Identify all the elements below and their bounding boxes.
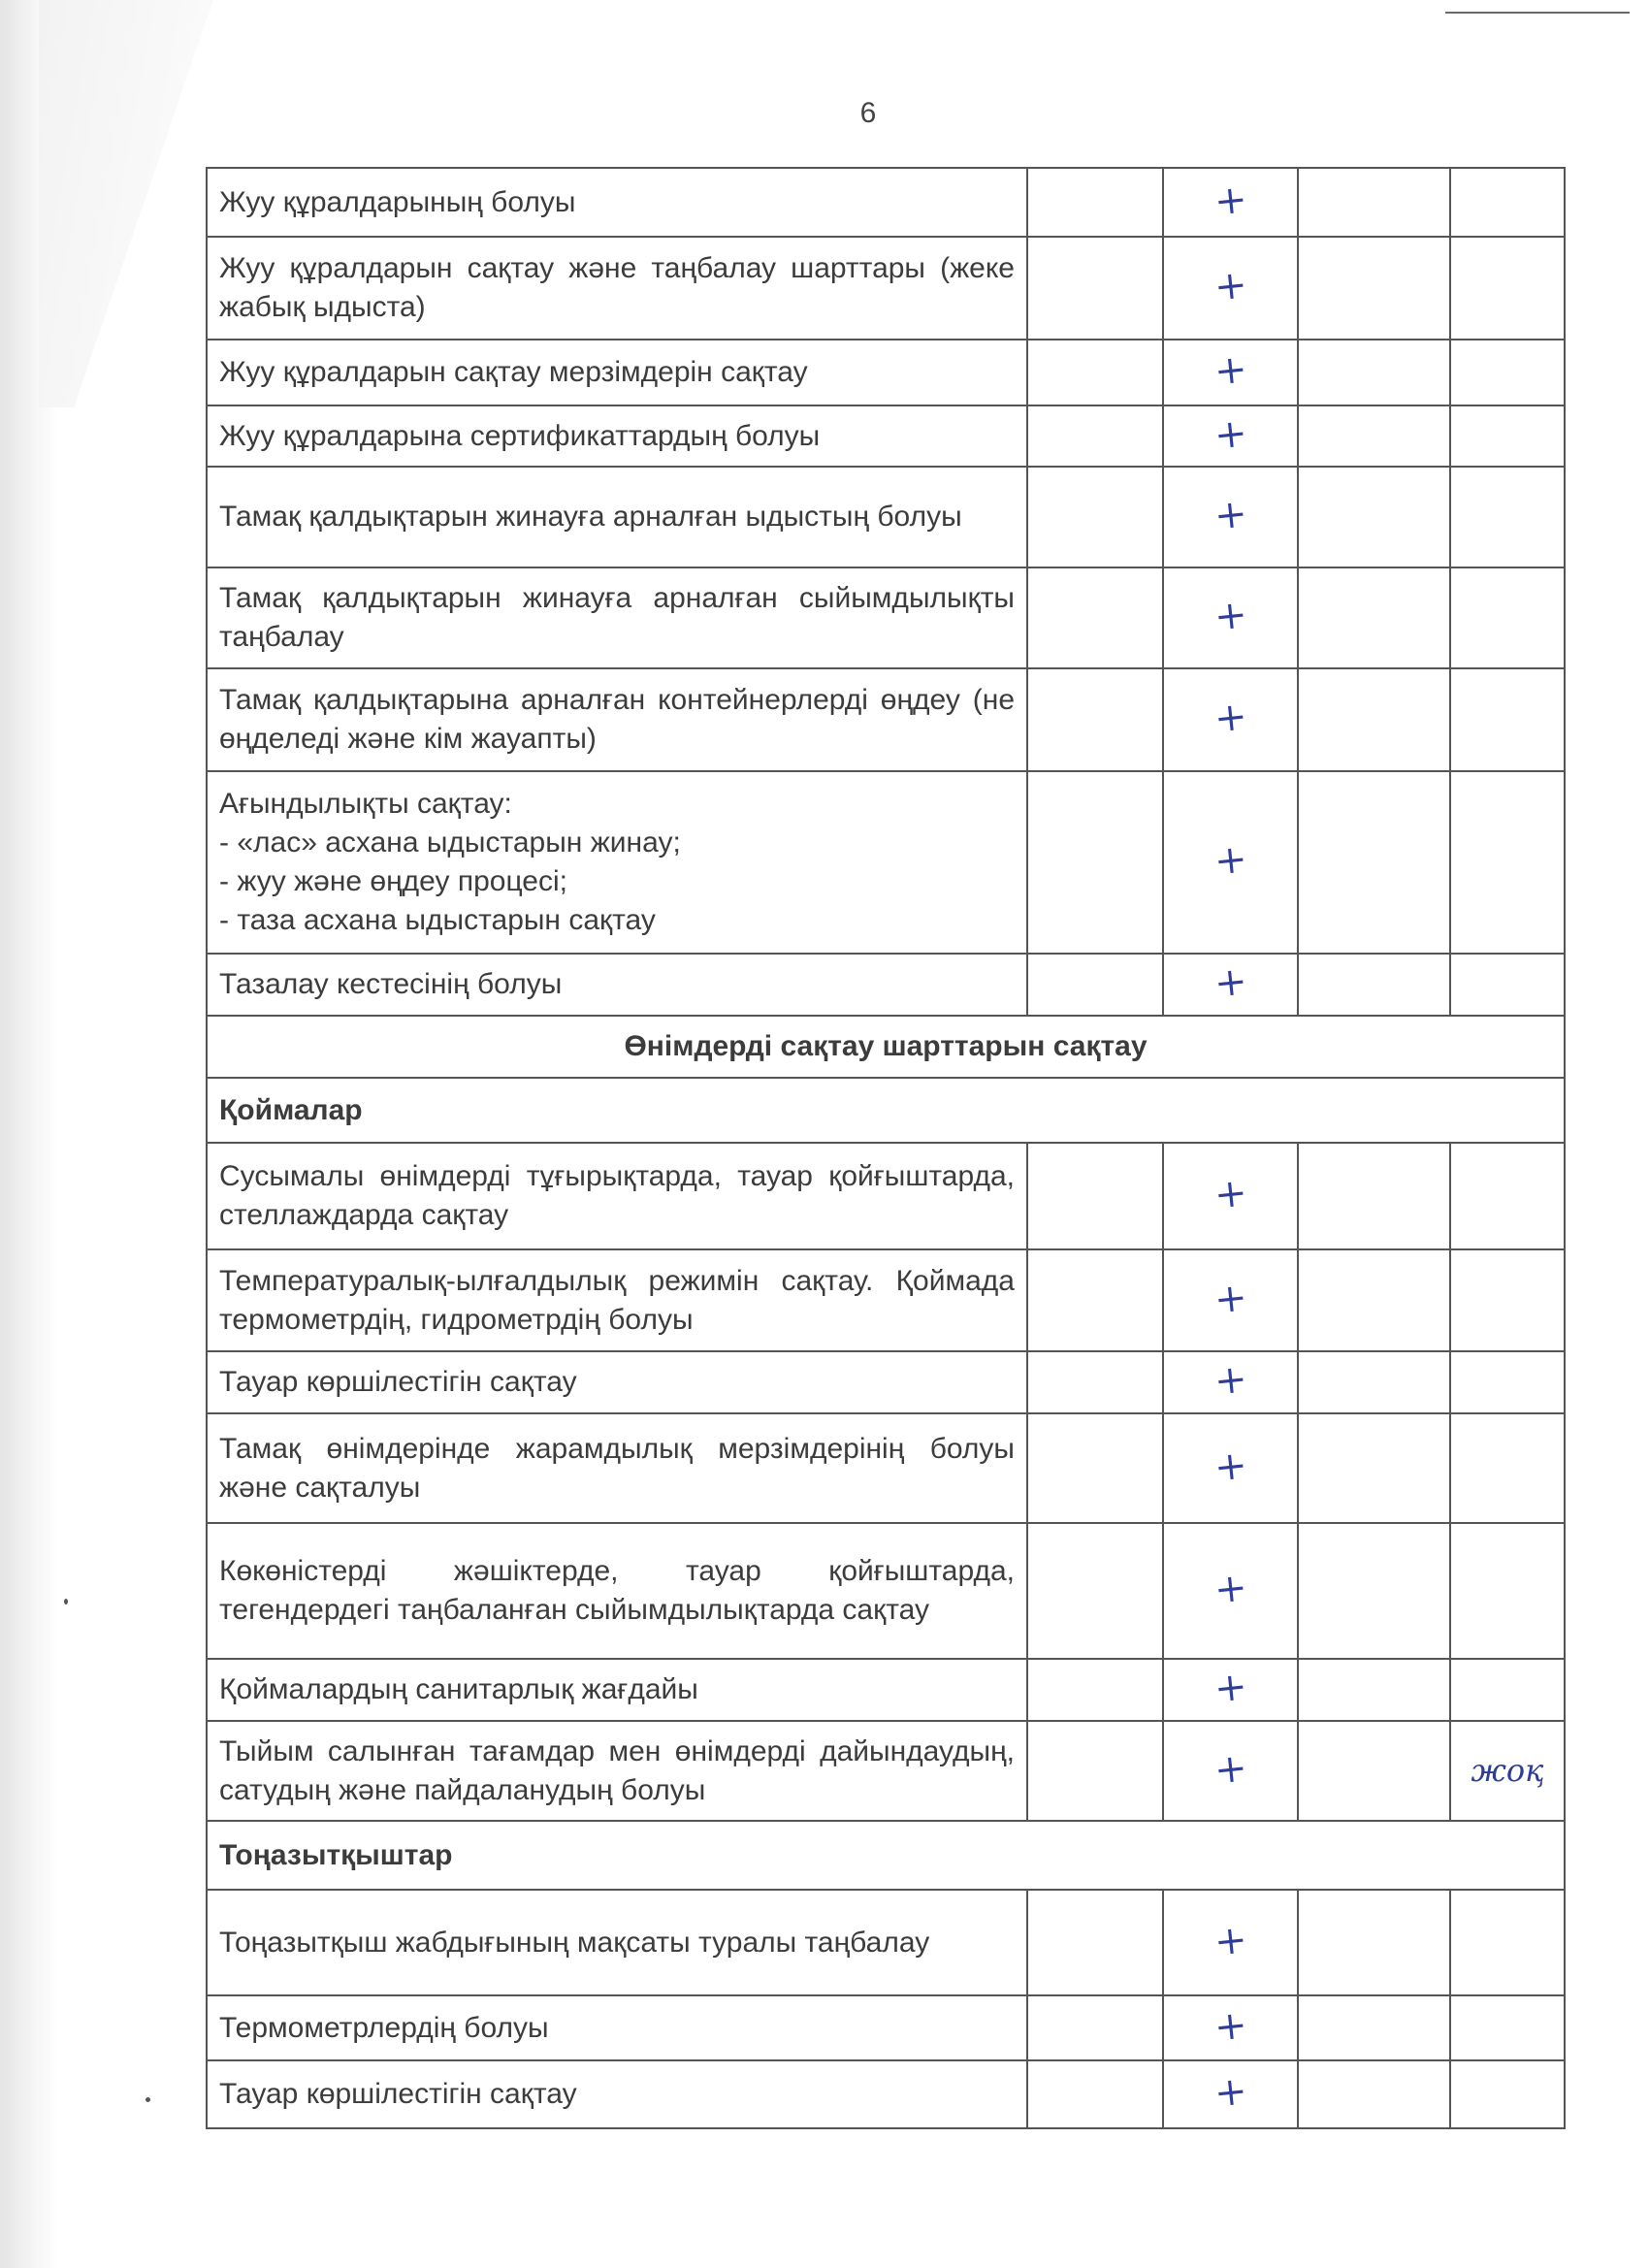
empty-cell — [1298, 1143, 1450, 1249]
requirement-text: Тамақ қалдықтарына арналған контейнерлерді өңдеу (не өңделеді және кім жауапты) — [207, 668, 1027, 771]
subsection-row — [207, 1078, 1565, 1143]
table-row — [207, 2060, 1565, 2128]
empty-cell — [1298, 954, 1450, 1016]
empty-cell — [1027, 1721, 1163, 1821]
table-row — [207, 340, 1565, 405]
empty-cell — [1298, 1523, 1450, 1659]
mark-cell — [1163, 340, 1298, 405]
handwritten-plus-mark: + — [1212, 1170, 1249, 1218]
note-cell — [1450, 1659, 1565, 1721]
requirement-line: - «лас» асхана ыдыстарын жинау; — [219, 826, 681, 859]
table-row — [207, 668, 1565, 771]
requirement-text: Көкөністерді жәшіктерде, тауар қойғыштарда, тегендердегі таңбаланған сыйымдылықтарда сақтау — [207, 1523, 1027, 1659]
empty-cell — [1298, 467, 1450, 567]
scan-edge-line — [1445, 12, 1630, 14]
mark-cell — [1163, 1413, 1298, 1523]
requirement-text: Тауар көршілестігін сақтау — [207, 1351, 1027, 1413]
handwritten-plus-mark: + — [1212, 1916, 1249, 1965]
empty-cell — [1027, 1523, 1163, 1659]
empty-cell — [1298, 771, 1450, 954]
empty-cell — [1298, 405, 1450, 467]
mark-cell — [1163, 1143, 1298, 1249]
page-number: 6 — [859, 97, 877, 129]
mark-cell — [1163, 771, 1298, 954]
note-cell — [1450, 1143, 1565, 1249]
note-cell — [1450, 1721, 1565, 1821]
handwritten-plus-mark: + — [1212, 1356, 1249, 1405]
table-row — [207, 954, 1565, 1016]
empty-cell — [1027, 954, 1163, 1016]
table-row — [207, 1143, 1565, 1249]
note-cell — [1450, 954, 1565, 1016]
empty-cell — [1298, 1721, 1450, 1821]
empty-cell — [1298, 1890, 1450, 1995]
handwritten-plus-mark: + — [1212, 1664, 1249, 1712]
empty-cell — [1027, 1351, 1163, 1413]
table-row — [207, 1890, 1565, 1995]
table-row — [207, 1995, 1565, 2060]
mark-cell — [1163, 1721, 1298, 1821]
handwritten-plus-mark: + — [1212, 409, 1249, 459]
requirement-line: Ағындылықты сақтау: — [219, 788, 512, 820]
requirement-text: Сусымалы өнімдерді тұғырықтарда, тауар қойғыштарда, стеллаждарда сақтау — [207, 1143, 1027, 1249]
empty-cell — [1027, 1143, 1163, 1249]
empty-cell — [1027, 1659, 1163, 1721]
empty-cell — [1027, 771, 1163, 954]
note-cell — [1450, 2060, 1565, 2128]
mark-cell — [1163, 405, 1298, 467]
mark-cell — [1163, 1659, 1298, 1721]
mark-cell — [1163, 237, 1298, 340]
requirement-text: Тамақ қалдықтарын жинауға арналған сыйымдылықты таңбалау — [207, 567, 1027, 668]
subsection-title: Қоймалар — [207, 1078, 1565, 1143]
empty-cell — [1027, 168, 1163, 237]
handwritten-plus-mark: + — [1212, 2068, 1249, 2117]
table-row — [207, 1351, 1565, 1413]
mark-cell — [1163, 1995, 1298, 2060]
note-cell — [1450, 1249, 1565, 1351]
handwritten-plus-mark: + — [1212, 262, 1249, 310]
section-title: Өнімдерді сақтау шарттарын сақтау — [207, 1016, 1565, 1078]
empty-cell — [1027, 405, 1163, 467]
table-row — [207, 771, 1565, 954]
empty-cell — [1027, 1249, 1163, 1351]
handwritten-plus-mark: + — [1212, 694, 1249, 742]
note-cell — [1450, 771, 1565, 954]
empty-cell — [1298, 2060, 1450, 2128]
handwritten-plus-mark: + — [1212, 346, 1249, 395]
note-cell — [1450, 1523, 1565, 1659]
requirement-text: Жуу құралдарын сақтау және таңбалау шарттары (жеке жабық ыдыста) — [207, 237, 1027, 340]
note-cell — [1450, 668, 1565, 771]
table-row — [207, 467, 1565, 567]
mark-cell — [1163, 168, 1298, 237]
requirement-text: Жуу құралдарына сертификаттардың болуы — [207, 405, 1027, 467]
mark-cell — [1163, 954, 1298, 1016]
checklist-table — [206, 167, 1566, 2129]
requirement-text: Тазалау кестесінің болуы — [207, 954, 1027, 1016]
table-row — [207, 567, 1565, 668]
requirement-text: Тамақ өнімдерінде жарамдылық мерзімдерінің болуы және сақталуы — [207, 1413, 1027, 1523]
table-row — [207, 237, 1565, 340]
note-cell — [1450, 567, 1565, 668]
requirement-text: Тауар көршілестігін сақтау — [207, 2060, 1027, 2128]
requirement-line: - жуу және өңдеу процесі; — [219, 865, 567, 897]
requirement-text: Тоңазытқыш жабдығының мақсаты туралы таңбалау — [207, 1890, 1027, 1995]
requirement-text: Тыйым салынған тағамдар мен өнімдерді дайындаудың, сатудың және пайдаланудың болуы — [207, 1721, 1027, 1821]
empty-cell — [1298, 237, 1450, 340]
table-row — [207, 1721, 1565, 1821]
scan-speck — [146, 2097, 150, 2102]
subsection-row — [207, 1821, 1565, 1890]
empty-cell — [1298, 1413, 1450, 1523]
table-row — [207, 1523, 1565, 1659]
requirement-text — [207, 771, 1027, 954]
scan-speck — [64, 1599, 68, 1604]
empty-cell — [1298, 567, 1450, 668]
empty-cell — [1027, 1890, 1163, 1995]
requirement-text: Температуралық-ылғалдылық режимін сақтау. Қоймада термометрдің, гидрометрдің болуы — [207, 1249, 1027, 1351]
mark-cell — [1163, 1523, 1298, 1659]
empty-cell — [1027, 340, 1163, 405]
mark-cell — [1163, 668, 1298, 771]
mark-cell — [1163, 1351, 1298, 1413]
table-row — [207, 168, 1565, 237]
table-row — [207, 1659, 1565, 1721]
handwritten-plus-mark: + — [1212, 1442, 1249, 1491]
handwritten-plus-mark: + — [1212, 176, 1249, 225]
note-cell — [1450, 467, 1565, 567]
empty-cell — [1027, 2060, 1163, 2128]
empty-cell — [1027, 1995, 1163, 2060]
empty-cell — [1298, 668, 1450, 771]
note-cell — [1450, 1890, 1565, 1995]
empty-cell — [1298, 1995, 1450, 2060]
empty-cell — [1027, 237, 1163, 340]
empty-cell — [1298, 1351, 1450, 1413]
note-cell — [1450, 168, 1565, 237]
table-row — [207, 405, 1565, 467]
note-cell — [1450, 1351, 1565, 1413]
requirement-text: Тамақ қалдықтарын жинауға арналған ыдыстың болуы — [207, 467, 1027, 567]
empty-cell — [1298, 1659, 1450, 1721]
note-cell — [1450, 340, 1565, 405]
note-cell — [1450, 1413, 1565, 1523]
mark-cell — [1163, 1890, 1298, 1995]
handwritten-plus-mark: + — [1212, 592, 1249, 640]
empty-cell — [1027, 467, 1163, 567]
section-row — [207, 1016, 1565, 1078]
empty-cell — [1298, 1249, 1450, 1351]
requirement-text: Термометрлердің болуы — [207, 1995, 1027, 2060]
mark-cell — [1163, 1249, 1298, 1351]
requirement-line: - таза асхана ыдыстарын сақтау — [219, 904, 656, 936]
mark-cell — [1163, 2060, 1298, 2128]
note-cell — [1450, 1995, 1565, 2060]
empty-cell — [1027, 668, 1163, 771]
empty-cell — [1027, 1413, 1163, 1523]
handwritten-plus-mark: + — [1212, 491, 1249, 539]
handwritten-plus-mark: + — [1212, 836, 1249, 885]
mark-cell — [1163, 467, 1298, 567]
mark-cell — [1163, 567, 1298, 668]
handwritten-plus-mark: + — [1212, 2001, 1249, 2051]
table-row — [207, 1249, 1565, 1351]
subsection-title: Тоңазытқыштар — [207, 1821, 1565, 1890]
note-cell — [1450, 237, 1565, 340]
handwritten-plus-mark: + — [1212, 1274, 1249, 1323]
empty-cell — [1027, 567, 1163, 668]
handwritten-plus-mark: + — [1212, 1565, 1249, 1613]
empty-cell — [1298, 340, 1450, 405]
note-cell — [1450, 405, 1565, 467]
handwritten-plus-mark: + — [1212, 1744, 1249, 1794]
requirement-text: Қоймалардың санитарлық жағдайы — [207, 1659, 1027, 1721]
table-row — [207, 1413, 1565, 1523]
requirement-text: Жуу құралдарының болуы — [207, 168, 1027, 237]
scan-page-fold — [39, 0, 213, 407]
requirement-text: Жуу құралдарын сақтау мерзімдерін сақтау — [207, 340, 1027, 405]
handwritten-note: жоқ — [1471, 1751, 1544, 1789]
empty-cell — [1298, 168, 1450, 237]
handwritten-plus-mark: + — [1212, 958, 1249, 1007]
